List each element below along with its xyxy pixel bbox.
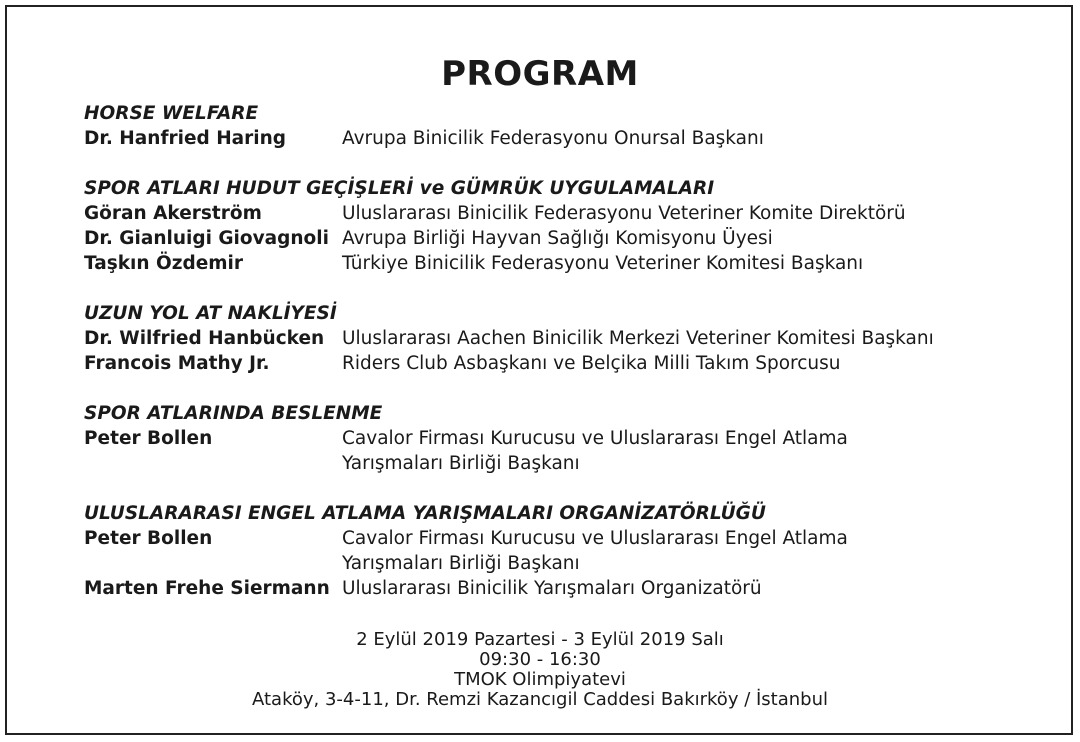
speaker-role: Uluslararası Binicilik Yarışmaları Organizatörü bbox=[342, 578, 762, 599]
program-section bbox=[84, 401, 1044, 476]
speaker-row bbox=[84, 526, 1044, 576]
speaker-name: Francois Mathy Jr. bbox=[84, 353, 270, 374]
speaker-row bbox=[84, 251, 1044, 276]
speaker-name: Dr. Hanfried Haring bbox=[84, 128, 287, 149]
event-time: 09:30 - 16:30 bbox=[479, 649, 601, 670]
speaker-row bbox=[84, 351, 1044, 376]
section-heading: HORSE WELFARE bbox=[84, 103, 259, 124]
speaker-name: Göran Akerström bbox=[84, 203, 262, 224]
page-title: PROGRAM bbox=[441, 54, 639, 94]
event-details bbox=[0, 630, 1080, 710]
speaker-role: Cavalor Firması Kurucusu ve Uluslararası Engel Atlama Yarışmaları Birliği Başkanı bbox=[342, 428, 848, 474]
speaker-row bbox=[84, 201, 1044, 226]
program-section bbox=[84, 101, 1044, 151]
speaker-name: Taşkın Özdemir bbox=[84, 253, 244, 274]
speaker-name: Marten Frehe Siermann bbox=[84, 578, 330, 599]
program-section bbox=[84, 501, 1044, 601]
speaker-name: Peter Bollen bbox=[84, 428, 213, 449]
section-heading: SPOR ATLARI HUDUT GEÇİŞLERİ ve GÜMRÜK UYGULAMALARI bbox=[84, 178, 715, 199]
section-heading: SPOR ATLARINDA BESLENME bbox=[84, 403, 383, 424]
event-address: Ataköy, 3-4-11, Dr. Remzi Kazancıgil Caddesi Bakırköy / İstanbul bbox=[252, 689, 828, 710]
section-heading: ULUSLARARASI ENGEL ATLAMA YARIŞMALARI ORGANİZATÖRLÜĞÜ bbox=[84, 503, 766, 524]
event-dates: 2 Eylül 2019 Pazartesi - 3 Eylül 2019 Salı bbox=[356, 629, 724, 650]
speaker-row bbox=[84, 576, 1044, 601]
speaker-row bbox=[84, 426, 1044, 476]
speaker-role: Uluslararası Binicilik Federasyonu Veteriner Komite Direktörü bbox=[342, 203, 906, 224]
speaker-row bbox=[84, 126, 1044, 151]
speaker-role: Riders Club Asbaşkanı ve Belçika Milli Takım Sporcusu bbox=[342, 353, 841, 374]
speaker-name: Dr. Gianluigi Giovagnoli bbox=[84, 228, 329, 249]
speaker-role: Avrupa Binicilik Federasyonu Onursal Başkanı bbox=[342, 128, 764, 149]
event-venue: TMOK Olimpiyatevi bbox=[454, 669, 626, 690]
speaker-role: Avrupa Birliği Hayvan Sağlığı Komisyonu Üyesi bbox=[342, 228, 773, 249]
speaker-role: Cavalor Firması Kurucusu ve Uluslararası Engel Atlama Yarışmaları Birliği Başkanı bbox=[342, 528, 848, 574]
program-section bbox=[84, 176, 1044, 276]
speaker-name: Peter Bollen bbox=[84, 528, 213, 549]
speaker-name: Dr. Wilfried Hanbücken bbox=[84, 328, 325, 349]
section-heading: UZUN YOL AT NAKLİYESİ bbox=[84, 303, 337, 324]
program-content bbox=[84, 101, 1044, 626]
program-section bbox=[84, 301, 1044, 376]
speaker-row bbox=[84, 326, 1044, 351]
speaker-role: Uluslararası Aachen Binicilik Merkezi Veteriner Komitesi Başkanı bbox=[342, 328, 934, 349]
speaker-role: Türkiye Binicilik Federasyonu Veteriner Komitesi Başkanı bbox=[342, 253, 864, 274]
speaker-row bbox=[84, 226, 1044, 251]
